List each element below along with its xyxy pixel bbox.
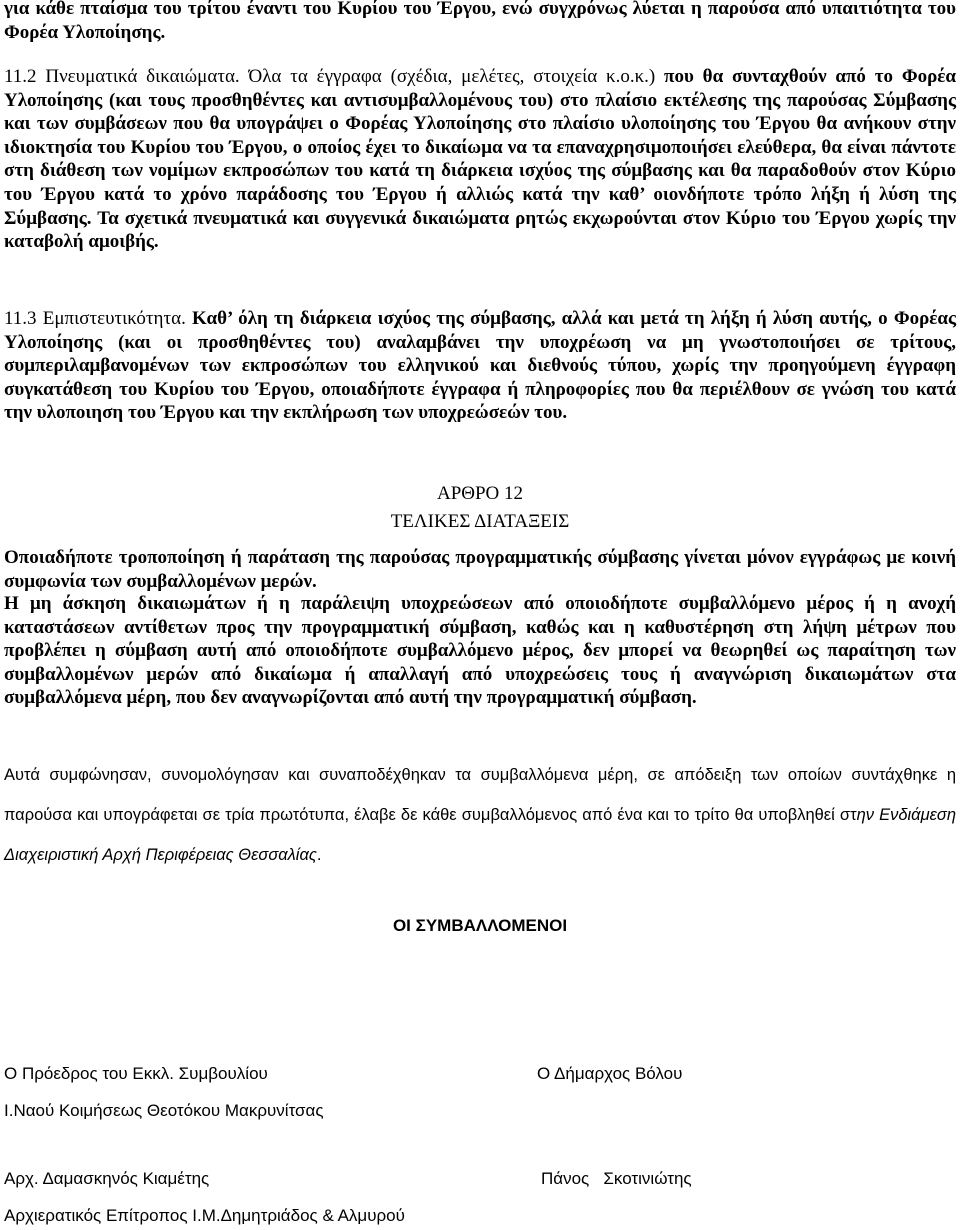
left-signatory-role: Ο Πρόεδρος του Εκκλ. Συμβουλίου — [4, 1064, 268, 1083]
section-11-2-heading: 11.2 Πνευματικά δικαιώματα. Όλα τα έγγραφα (σχέδια, μελέτες, στοιχεία κ.ο.κ.) — [4, 66, 656, 87]
section-11-2 — [4, 65, 956, 254]
waiver-paragraph: Η μη άσκηση δικαιωμάτων ή η παράλειψη υποχρεώσεων από οποιοδήποτε συμβαλλόμενο μέρος ή η ανοχή καταστάσεων αντίθετων προς την προγραμματική σύμβαση, καθώς και η καθυστέρηση στη λήψη μέτρων που προβλέπει η σύμβαση αυτή από οποιοδήποτε συμβαλλόμενο μέρος, δεν μπορεί να θεωρηθεί ως παραίτηση των συμβαλλομένων μερών από δικαίωμα ή απαλλαγή από υποχρεώσεις τους ή αναγνώριση δικαιωμάτων στα συμβαλλόμενα μέρη, που δεν αναγνωρίζονται από αυτή την προγραμματική σύμβαση. — [4, 593, 956, 709]
right-signatory-name: Πάνος Σκοτινιώτης — [541, 1169, 692, 1188]
article-title: ΤΕΛΙΚΕΣ ΔΙΑΤΑΞΕΙΣ — [390, 511, 570, 532]
signatories-heading: ΟΙ ΣΥΜΒΑΛΛΟΜΕΝΟΙ — [392, 916, 568, 935]
amendment-paragraph: Οποιαδήποτε τροποποίηση ή παράταση της παρούσας προγραμματικής σύμβασης γίνεται μόνον εγγράφως με κοινή συμφωνία των συμβαλλομένων μερών. — [4, 547, 956, 592]
left-signatory-title: Αρχιερατικός Επίτροπος Ι.Μ.Δημητριάδος & Αλμυρού — [4, 1206, 405, 1225]
left-signatory-church: Ι.Ναού Κοιμήσεως Θεοτόκου Μακρυνίτσας — [4, 1101, 324, 1120]
closing-end: . — [316, 846, 322, 864]
section-11-2-text: που θα συνταχθούν από το Φορέα Υλοποίησης (και τους προσθηθέντες και αντισυμβαλλομένους του) στο πλαίσιο εκτέλεσης της παρούσας Σύμβασης και των συμβάσεων που θα υπογράψει ο Φορέας Υλοποίησης στο πλαίσιο υλοποίησης του Έργου θα ανήκουν στην ιδιοκτησία του Κυρίου του Έργου, ο οποίος έχει το δικαίωμα να τα επαναχρησιμοποιήσει ελεύθερα, θα είναι πάντοτε στη διάθεση των νομίμων εκπροσώπων του κατά τη διάρκεια ισχύος της σύμβασης και θα παραδοθούν στον Κύριο του Έργου κατά το χρόνο παράδοσης του Έργου ή αλλιώς κατά την καθ’ οιονδήποτε τρόπο λήξη ή λύση της Σύμβασης. Τα σχετικά πνευματικά και συγγενικά δικαιώματα ρητώς εκχωρούνται στον Κύριο του Έργου χωρίς την καταβολή αμοιβής. — [4, 66, 956, 253]
article-number: ΑΡΘΡΟ 12 — [436, 483, 524, 504]
section-11-3 — [4, 307, 956, 425]
left-signatory-name: Αρχ. Δαμασκηνός Κιαμέτης — [4, 1169, 210, 1188]
right-signatory-role: Ο Δήμαρχος Βόλου — [537, 1064, 683, 1083]
closing-text: Αυτά συμφώνησαν, συνομολόγησαν και συναποδέχθηκαν τα συμβαλλόμενα μέρη, σε απόδειξη των οποίων συντάχθηκε η παρούσα και υπογράφεται σε τρία πρωτότυπα, έλαβε δε κάθε συμβαλλόμενος από ένα και το τρίτο θα υποβληθεί στ — [4, 766, 956, 824]
section-11-3-text: Καθ’ όλη τη διάρκεια ισχύος της σύμβασης, αλλά και μετά τη λήξη ή λύση αυτής, ο Φορέας Υλοποίησης (και οι προσθηθέντες του) αναλαμβάνει την υποχρέωση να μη γνωστοποιήσει σε τρίτους, συμπεριλαμβανομένων των εκπροσώπων του ελληνικού και διεθνούς τύπου, χωρίς την προηγούμενη έγγραφη συγκατάθεση του Κυρίου του Έργου, οποιαδήποτε έγγραφα ή πληροφορίες που θα περιέλθουν σε γνώση του κατά την υλοποιηση του Έργου και την εκπλήρωση των υποχρεώσεών του. — [4, 308, 956, 424]
closing-paragraph — [4, 755, 956, 875]
top-fragment: για κάθε πταίσμα του τρίτου έναντι του Κυρίου του Έργου, ενώ συγχρόνως λύεται η παρούσα από υπαιτιότητα του Φορέα Υλοποίησης. — [4, 0, 956, 43]
section-11-3-heading: 11.3 Εμπιστευτικότητα. — [4, 308, 186, 329]
closing-authority: ην Ενδιάμεση Διαχειριστική Αρχή Περιφέρειας Θεσσαλίας — [4, 806, 956, 864]
